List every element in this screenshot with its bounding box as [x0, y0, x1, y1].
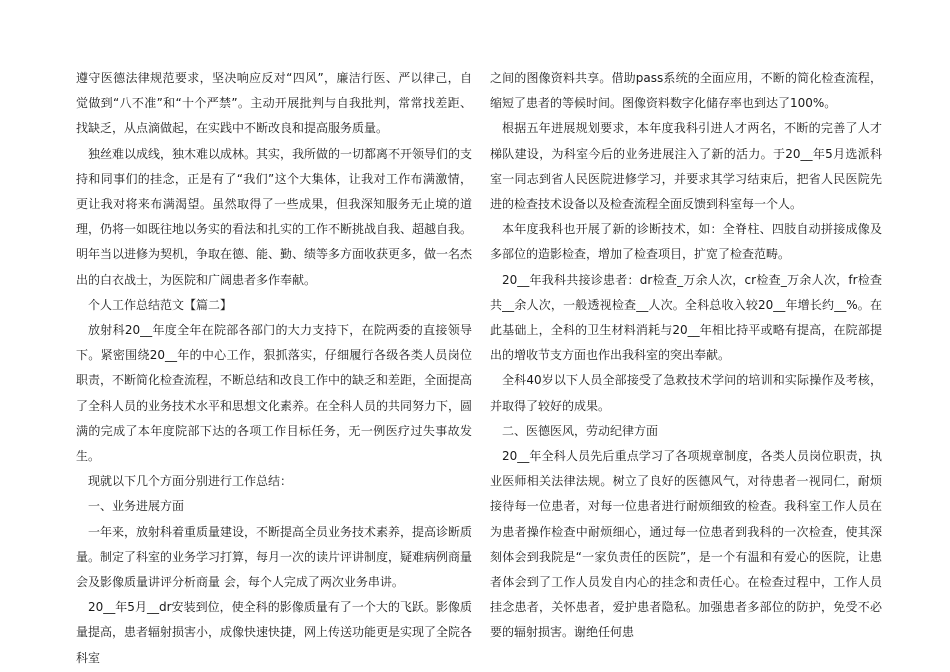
- right-text-column: [490, 66, 882, 646]
- paragraph: 独丝难以成线，独木难以成林。其实，我所做的一切都离不开领导们的支持和同事们的挂念，正是有了“我们”这个大集体，让我对工作布满激情，更让我对将来布满渴望。虽然取得了一些成果，但我深知服务无止境的道理，仍将一如既往地以务实的看法和扎实的工作不断挑战自我、超越自我。明年当以进修为契机，争取在德、能、勤、绩等多方面收获更多，做一名杰出的白衣战士，为医院和广阔患者多作奉献。: [76, 146, 473, 287]
- paragraph: 20__年我科共接诊患者：dr检查_万余人次，cr检查_万余人次，fr检查共__余人次，一般透视检查__人次。全科总收入较20__年增长约__%。在此基础上，全科的卫生材料消耗与20__年相比持平或略有提高，在院部提出的增收节支方面也作出我科室的突出奉献。: [490, 272, 882, 363]
- paragraph: 20__年全科人员先后重点学习了各项规章制度，各类人员岗位职责，执业医师相关法律法规。树立了良好的医德风气，对待患者一视同仁，耐烦接待每一位患者，对每一位患者进行耐烦细致的检查。我科室工作人员在为患者操作检查中耐烦细心，通过每一位患者到我科的一次检查，使其深刻体会到我院是“一家负责任的医院”，是一个有温和有爱心的医院，让患者体会到了工作人员发自内心的挂念和责任心。在检查过程中，工作人员挂念患者，关怀患者，爱护患者隐私。加强患者多部位的防护，免受不必要的辐射损害。谢绝任何患: [490, 449, 882, 640]
- paragraph: 全科40岁以下人员全部接受了急救技术学问的培训和实际操作及考核，并取得了较好的成果。: [490, 373, 882, 413]
- section-heading: 一、业务进展方面: [88, 499, 185, 514]
- section-heading: 二、医德医风，劳动纪律方面: [502, 423, 659, 438]
- paragraph: 之间的图像资料共享。借助pass系统的全面应用，不断的简化检查流程，缩短了患者的等候时间。图像资料数字化储存率也到达了100%。: [490, 71, 882, 111]
- paragraph: 本年度我科也开展了新的诊断技术，如：全脊柱、四肢自动拼接成像及多部位的造影检查，增加了检查项目，扩宽了检查范畴。: [490, 222, 882, 262]
- paragraph: 根据五年进展规划要求，本年度我科引进人才两名，不断的完善了人才梯队建设，为科室今后的业务进展注入了新的活力。于20__年5月选派科室一同志到省人民医院进修学习，并要求其学习结束后，把省人民医院先进的检查技术设备以及检查流程全面反馈到科室每一个人。: [490, 121, 882, 212]
- left-text-column: [76, 66, 472, 671]
- paragraph: 20__年5月__dr安装到位，使全科的影像质量有了一个大的飞跃。影像质量提高，患者辐射损害小，成像快速快捷，网上传送功能更是实现了全院各科室: [76, 600, 473, 665]
- paragraph: 放射科20__年度全年在院部各部门的大力支持下，在院两委的直接领导下。紧密围绕20__年的中心工作，狠抓落实，仔细履行各级各类人员岗位职责，不断简化检查流程，不断总结和改良工作中的缺乏和差距，全面提高了全科人员的业务技术水平和思想文化素养。在全科人员的共同努力下，圆满的完成了本年度院部下达的各项工作目标任务，无一例医疗过失事故发生。: [76, 323, 473, 464]
- section-title: 个人工作总结范文【篇二】: [88, 297, 233, 312]
- paragraph: 一年来，放射科着重质量建设，不断提高全员业务技术素养，提高诊断质量。制定了科室的业务学习打算，每月一次的读片评讲制度，疑难病例商量 会及影像质量讲评分析商量 会，每个人完成了两次业务串讲。: [76, 524, 473, 590]
- paragraph: 现就以下几个方面分别进行工作总结：: [88, 474, 293, 489]
- paragraph: 遵守医德法律规范要求，坚决响应反对“四风”，廉洁行医、严以律己，自觉做到“八不准”和“十个严禁”。主动开展批判与自我批判，常常找差距、找缺乏，从点滴做起，在实践中不断改良和提高服务质量。: [76, 71, 472, 136]
